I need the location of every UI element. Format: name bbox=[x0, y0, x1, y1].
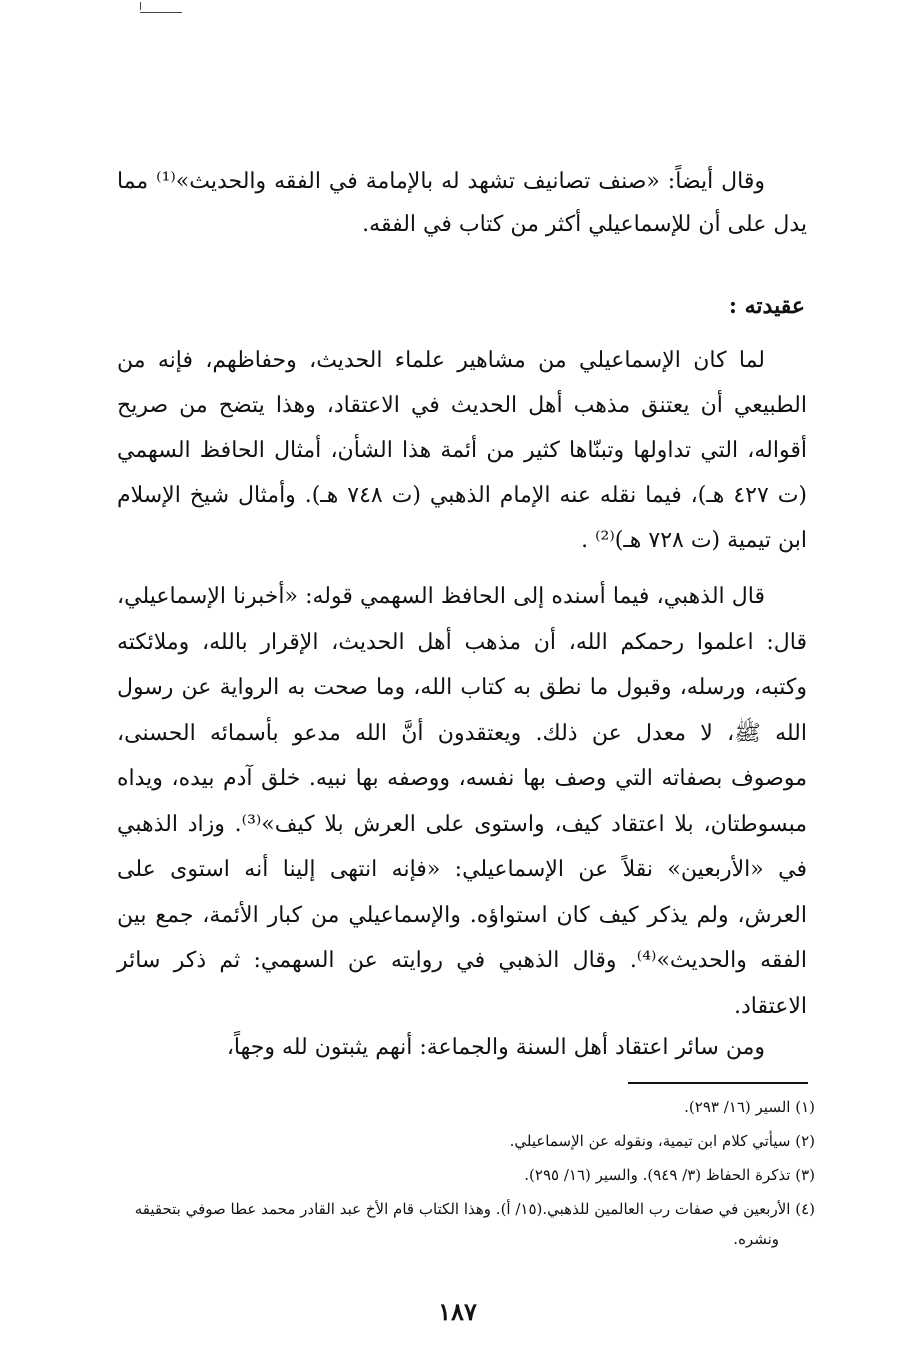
body-paragraph-4: ومن سائر اعتقاد أهل السنة والجماعة: أنهم يثبتون لله وجهاً، bbox=[226, 1035, 765, 1060]
section-heading: عقيدته : bbox=[728, 293, 805, 319]
footnotes-list bbox=[115, 1092, 815, 1258]
footnote-1: (١) السير (١٦/ ٢٩٣). bbox=[684, 1098, 815, 1116]
body-paragraph-2: لما كان الإسماعيلي من مشاهير علماء الحديث، وحفاظهم، فإنه من الطبيعي أن يعتنق مذهب أهل الحديث في الاعتقاد، وهذا يتضح من صريح أقواله، التي تداولها وتبنّاها كثير من أئمة هذا الشأن، أمثال الحافظ السهمي (ت ٤٢٧ هـ)، فيما نقله عنه الإمام الذهبي (ت ٧٤٨ هـ). وأمثال شيخ الإسلام ابن تيمية (ت ٧٢٨ هـ)⁽²⁾ . bbox=[117, 348, 807, 553]
page-number: ١٨٧ bbox=[438, 1297, 477, 1326]
footnote-2: (٢) سيأتي كلام ابن تيمية، ونقوله عن الإسماعيلي. bbox=[509, 1132, 815, 1150]
footnote-4: (٤) الأربعين في صفات رب العالمين للذهبي.(١٥/ أ). وهذا الكتاب قام الأخ عبد القادر محمد عطا صوفي بتحقيقه ونشره. bbox=[134, 1200, 815, 1248]
body-paragraph-3: قال الذهبي، فيما أسنده إلى الحافظ السهمي قوله: «أخبرنا الإسماعيلي، قال: اعلموا رحمكم الله، أن مذهب أهل الحديث، الإقرار بالله، وملائكته وكتبه، ورسله، وقبول ما نطق به كتاب الله، وما صحت به الرواية عن رسول الله ﷺ، لا معدل عن ذلك. ويعتقدون أنَّ الله مدعو بأسمائه الحسنى، موصوف بصفاته التي وصف بها نفسه، ووصفه بها نبيه. خلق آدم بيده، ويداه مبسوطتان، بلا اعتقاد كيف، واستوى على العرش بلا كيف»⁽³⁾. وزاد الذهبي في «الأربعين» نقلاً عن الإسماعيلي: «فإنه انتهى إلينا أنه استوى على العرش، ولم يذكر كيف كان استواؤه. والإسماعيلي من كبار الأئمة، جمع بين الفقه والحديث»⁽⁴⁾. وقال الذهبي في روايته عن السهمي: ثم ذكر سائر الاعتقاد. bbox=[117, 584, 808, 1019]
footnote-3: (٣) تذكرة الحفاظ (٣/ ٩٤٩). والسير (١٦/ ٢٩٥). bbox=[524, 1166, 815, 1184]
top-margin-mark bbox=[140, 2, 182, 13]
footnote-divider bbox=[628, 1082, 808, 1084]
body-paragraph-1: وقال أيضاً: «صنف تصانيف تشهد له بالإمامة في الفقه والحديث»⁽¹⁾ مما يدل على أن للإسماعيلي أكثر من كتاب في الفقه. bbox=[117, 169, 807, 237]
